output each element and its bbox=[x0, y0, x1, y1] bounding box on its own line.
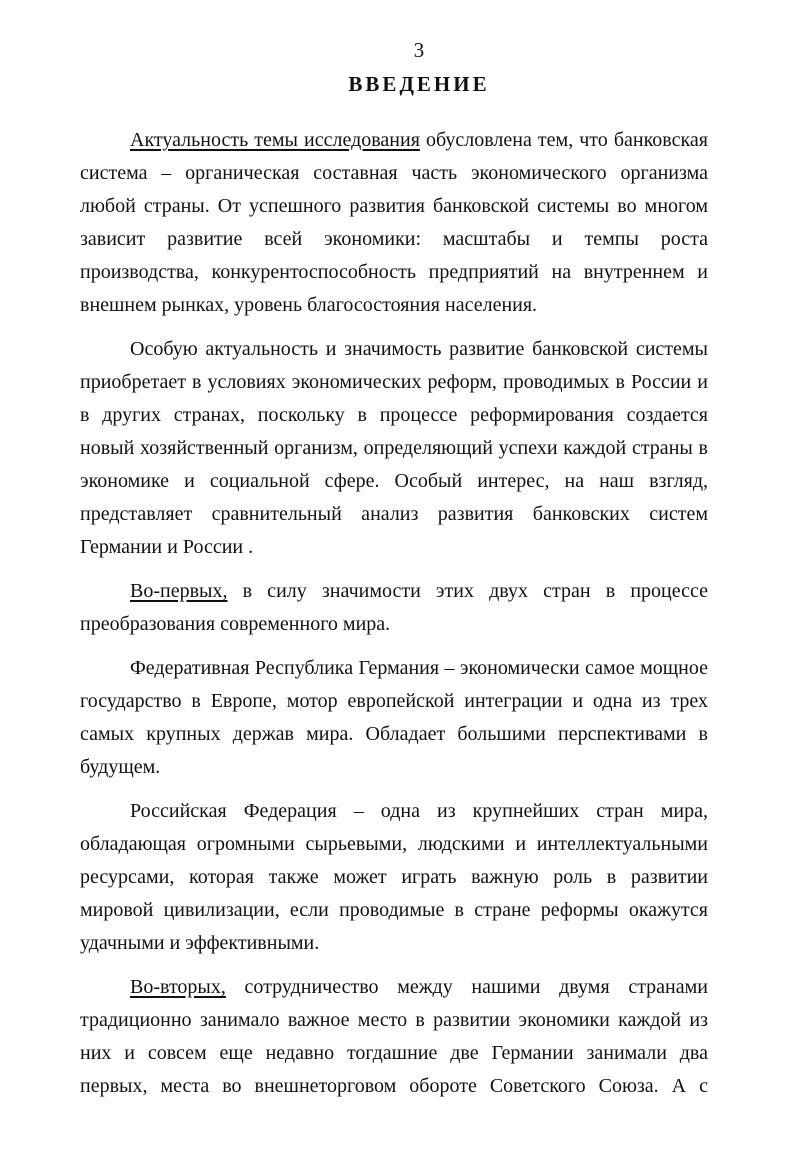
underlined-lead: Во-первых, bbox=[130, 580, 228, 602]
page-title: ВВЕДЕНИЕ bbox=[348, 72, 490, 96]
document-body bbox=[80, 124, 708, 1114]
paragraph-significance bbox=[80, 333, 708, 564]
paragraph-firstly bbox=[80, 575, 708, 641]
paragraph-russia bbox=[80, 795, 708, 960]
page-number: 3 bbox=[413, 38, 425, 62]
paragraph-secondly bbox=[80, 971, 708, 1103]
paragraph-text: в силу значимости этих двух стран в процессе преобразования современного мира. bbox=[80, 580, 708, 635]
paragraph-text: Особую актуальность и значимость развитие банковской системы приобретает в условиях экономических реформ, проводимых в России и в других странах, поскольку в процессе реформирования создается новый хозяйственный организм, определяющий успехи каждой страны в экономике и социальной сфере. Особый интерес, на наш взгляд, представляет сравнительный анализ развития банковских систем Германии и России . bbox=[80, 338, 708, 558]
paragraph-relevance bbox=[80, 124, 708, 322]
paragraph-text: сотрудничество между нашими двумя странами традиционно занимало важное место в развитии экономики каждой из них и совсем еще недавно тогдашние две Германии занимали два первых, места во внешнеторговом обороте Советского Союза. А с bbox=[80, 976, 708, 1097]
underlined-lead: Актуальность темы исследования bbox=[130, 129, 420, 151]
paragraph-text: Российская Федерация – одна из крупнейших стран мира, обладающая огромными сырьевыми, людскими и интеллектуальными ресурсами, которая также может играть важную роль в развитии мировой цивилизации, если проводимые в стране реформы окажутся удачными и эффективными. bbox=[80, 800, 708, 954]
underlined-lead: Во-вторых, bbox=[130, 976, 226, 998]
paragraph-germany bbox=[80, 652, 708, 784]
paragraph-text: обусловлена тем, что банковская система – органическая составная часть экономического организма любой страны. От успешного развития банковской системы во многом зависит развитие всей экономики: масштабы и темпы роста производства, конкурентоспособность предприятий на внутреннем и внешнем рынках, уровень благосостояния населения. bbox=[80, 129, 708, 316]
paragraph-text: Федеративная Республика Германия – экономически самое мощное государство в Европе, мотор европейской интеграции и одна из трех самых крупных держав мира. Обладает большими перспективами в будущем. bbox=[80, 657, 708, 778]
